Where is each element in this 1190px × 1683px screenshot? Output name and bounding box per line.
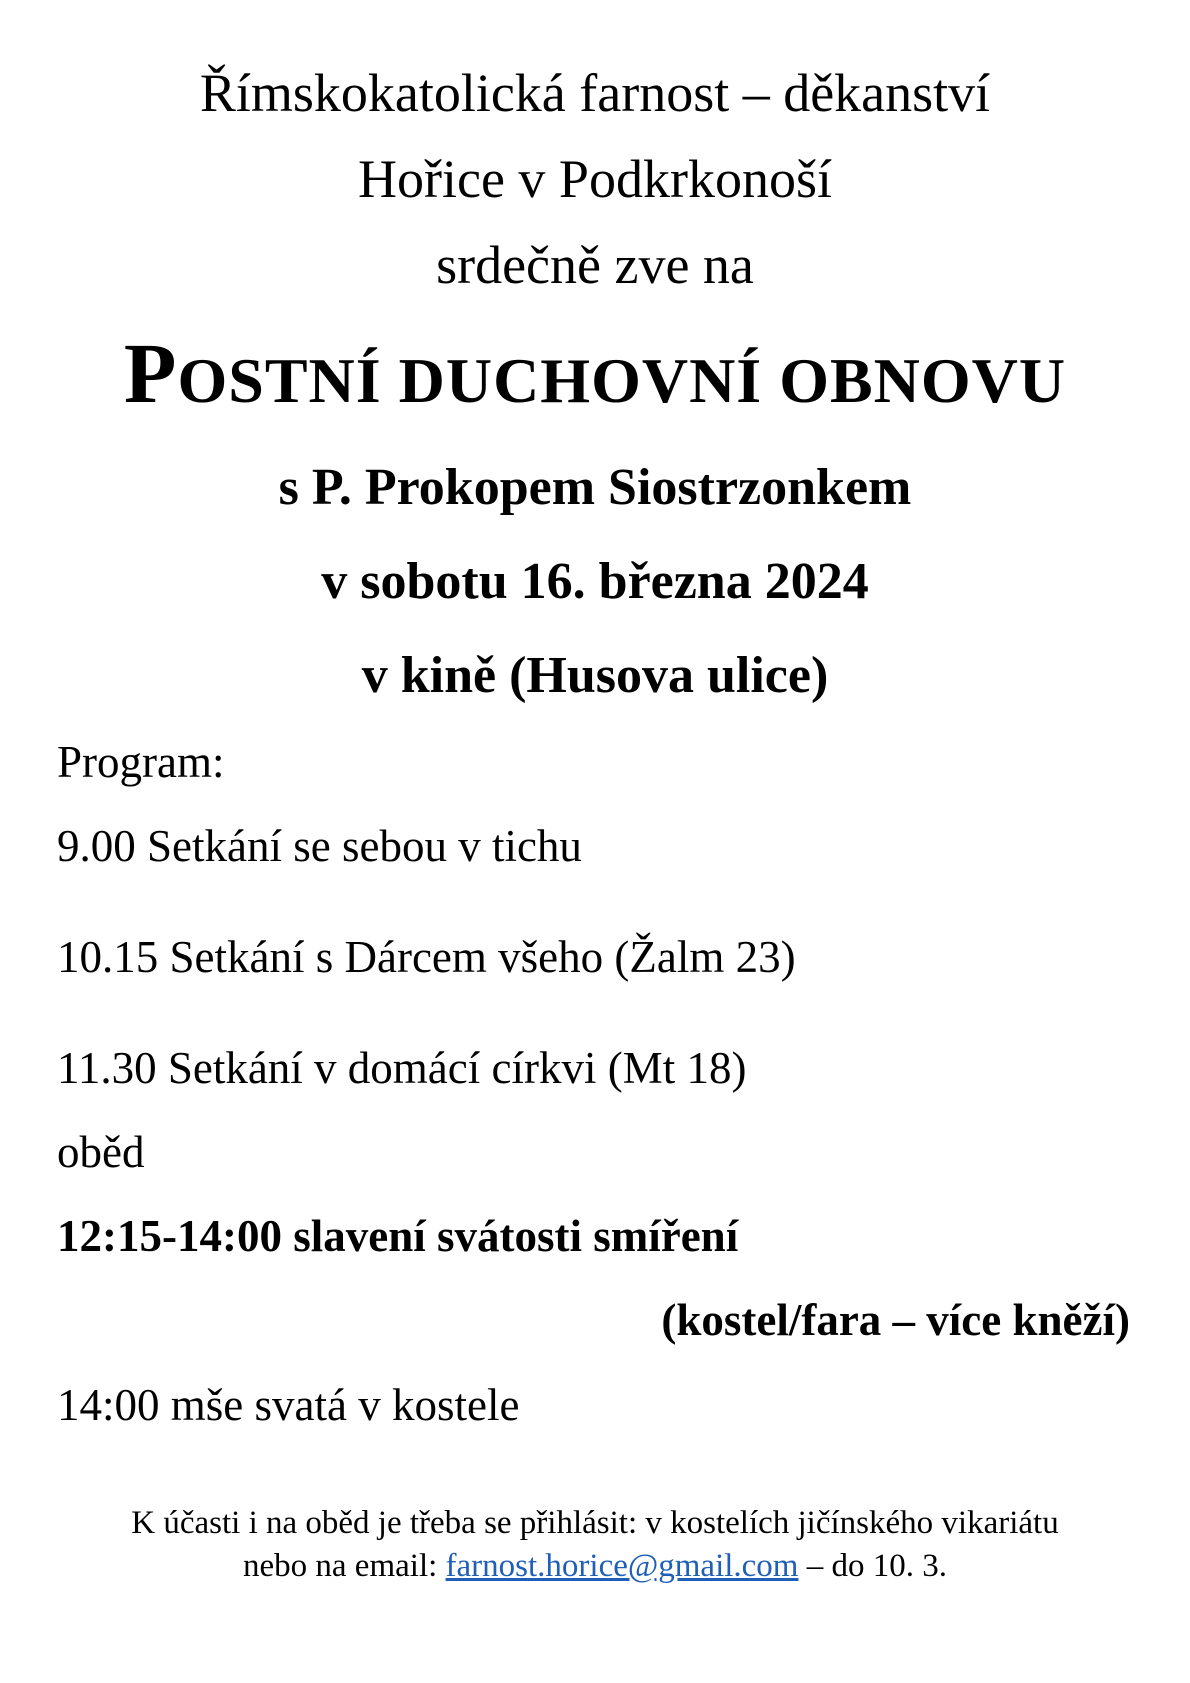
registration-note: K účasti i na oběd je třeba se přihlásit: v kostelích jičínského vikariátu [131, 1505, 1059, 1541]
confession-time: 12:15-14:00 slavení svátosti smíření [57, 1211, 739, 1261]
mass-time: 14:00 mše svatá v kostele [57, 1380, 520, 1430]
registration-deadline: – do 10. 3. [798, 1548, 947, 1584]
program-item: 11.30 Setkání v domácí církvi (Mt 18) [57, 1043, 747, 1093]
registration-contact [0, 1550, 1190, 1583]
email-link[interactable]: farnost.horice@gmail.com [445, 1548, 799, 1584]
event-title [0, 325, 1190, 421]
event-title-initial: P [123, 325, 178, 421]
program-item: oběd [57, 1127, 145, 1177]
event-place: v kině (Husova ulice) [361, 647, 829, 704]
event-title-rest: OSTNÍ DUCHOVNÍ OBNOVU [177, 345, 1067, 416]
program-item: 10.15 Setkání s Dárcem všeho (Žalm 23) [57, 932, 796, 982]
parish-name: Římskokatolická farnost – děkanství [199, 63, 991, 123]
event-priest: s P. Prokopem Siostrzonkem [278, 459, 912, 516]
program-item: 9.00 Setkání se sebou v tichu [57, 821, 582, 871]
confession-place: (kostel/fara – více kněží) [661, 1295, 1130, 1345]
event-date: v sobotu 16. března 2024 [321, 553, 869, 610]
parish-location: Hořice v Podkrkonoší [358, 149, 832, 209]
registration-contact-prefix: nebo na email: [243, 1548, 446, 1584]
program-label: Program: [57, 737, 225, 787]
invitation-text: srdečně zve na [436, 235, 754, 295]
